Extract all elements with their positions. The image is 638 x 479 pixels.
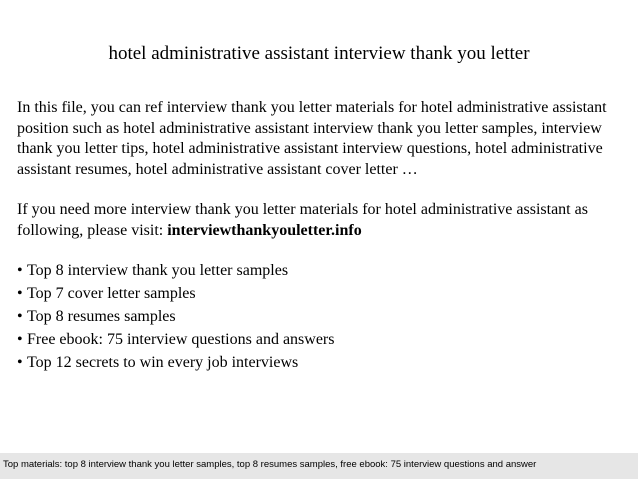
list-item bbox=[17, 261, 622, 282]
list-item-text: Top 8 interview thank you letter samples bbox=[27, 262, 289, 279]
bullet-icon: • bbox=[17, 331, 23, 348]
site-link[interactable]: interviewthankyouletter.info bbox=[167, 221, 362, 239]
page-title: hotel administrative assistant interview thank you letter bbox=[108, 43, 530, 64]
list-item bbox=[17, 307, 622, 328]
list-item bbox=[17, 284, 622, 305]
footer-bar: Top materials: top 8 interview thank you letter samples, top 8 resumes samples, free ebook: 75 interview questions and answer bbox=[0, 453, 638, 479]
list-item-text: Free ebook: 75 interview questions and answers bbox=[27, 331, 335, 348]
list-item-text: Top 8 resumes samples bbox=[27, 308, 176, 325]
slide-body bbox=[17, 98, 622, 376]
bullet-icon: • bbox=[17, 262, 23, 279]
list-item-text: Top 7 cover letter samples bbox=[27, 285, 196, 302]
bullet-icon: • bbox=[17, 308, 23, 325]
visit-paragraph bbox=[17, 200, 622, 241]
list-item-text: Top 12 secrets to win every job interviews bbox=[27, 354, 299, 371]
list-item bbox=[17, 330, 622, 351]
visit-text: If you need more interview thank you letter materials for hotel administrative assistant as following, please visit: bbox=[17, 201, 588, 239]
intro-paragraph: In this file, you can ref interview thank you letter materials for hotel administrative assistant position such as hotel administrative assistant interview thank you letter samples, interview thank you letter tips, hotel administrative assistant interview questions, hotel administrative assistant resumes, hotel administrative assistant cover letter … bbox=[17, 99, 607, 178]
bullet-icon: • bbox=[17, 285, 23, 302]
list-item bbox=[17, 353, 622, 374]
materials-list bbox=[17, 261, 622, 374]
bullet-icon: • bbox=[17, 354, 23, 371]
